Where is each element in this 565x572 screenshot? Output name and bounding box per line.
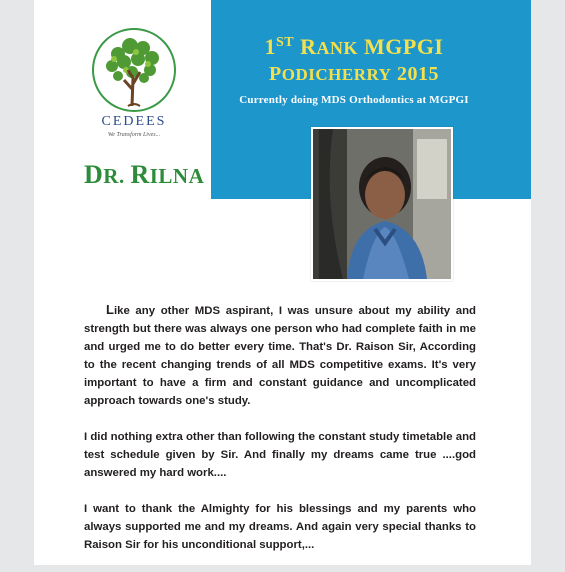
testimonial-paragraph-3: I want to thank the Almighty for his blessings and my parents who always supported me and my dreams. And again very special thanks to Raison Sir for his unconditional support,...	[84, 503, 476, 551]
testimonial-paragraph-1: Like any other MDS aspirant, I was unsure about my ability and strength but there was always one person who had complete faith in me and urged me to do better every time. That's Dr. Raison Sir, According to the recent changing trends of all MDS competitive exams. It's very important to have a firm and constant guidance and uncomplicated approach towards one's study.	[84, 302, 476, 407]
current-position: Currently doing MDS Orthodontics at MGPGI	[239, 94, 469, 106]
cedees-logo	[88, 26, 180, 146]
doctor-photo	[311, 127, 453, 281]
doctor-name: DR. RILNA	[84, 160, 205, 189]
rank-title	[211, 30, 497, 88]
rank-line-1: 1ST RANK MGPGI	[264, 34, 444, 59]
testimonial-paragraph-2: I did nothing extra other than following the constant study timetable and test schedule given by Sir. And finally my dreams came true ....god answered my hard work....	[84, 431, 476, 479]
testimonial-text	[84, 301, 476, 572]
logo-brand: CEDEES	[101, 114, 167, 129]
logo-tagline: We Transform Lives...	[107, 132, 161, 138]
rank-line-2: PODICHERRY 2015	[269, 63, 439, 85]
